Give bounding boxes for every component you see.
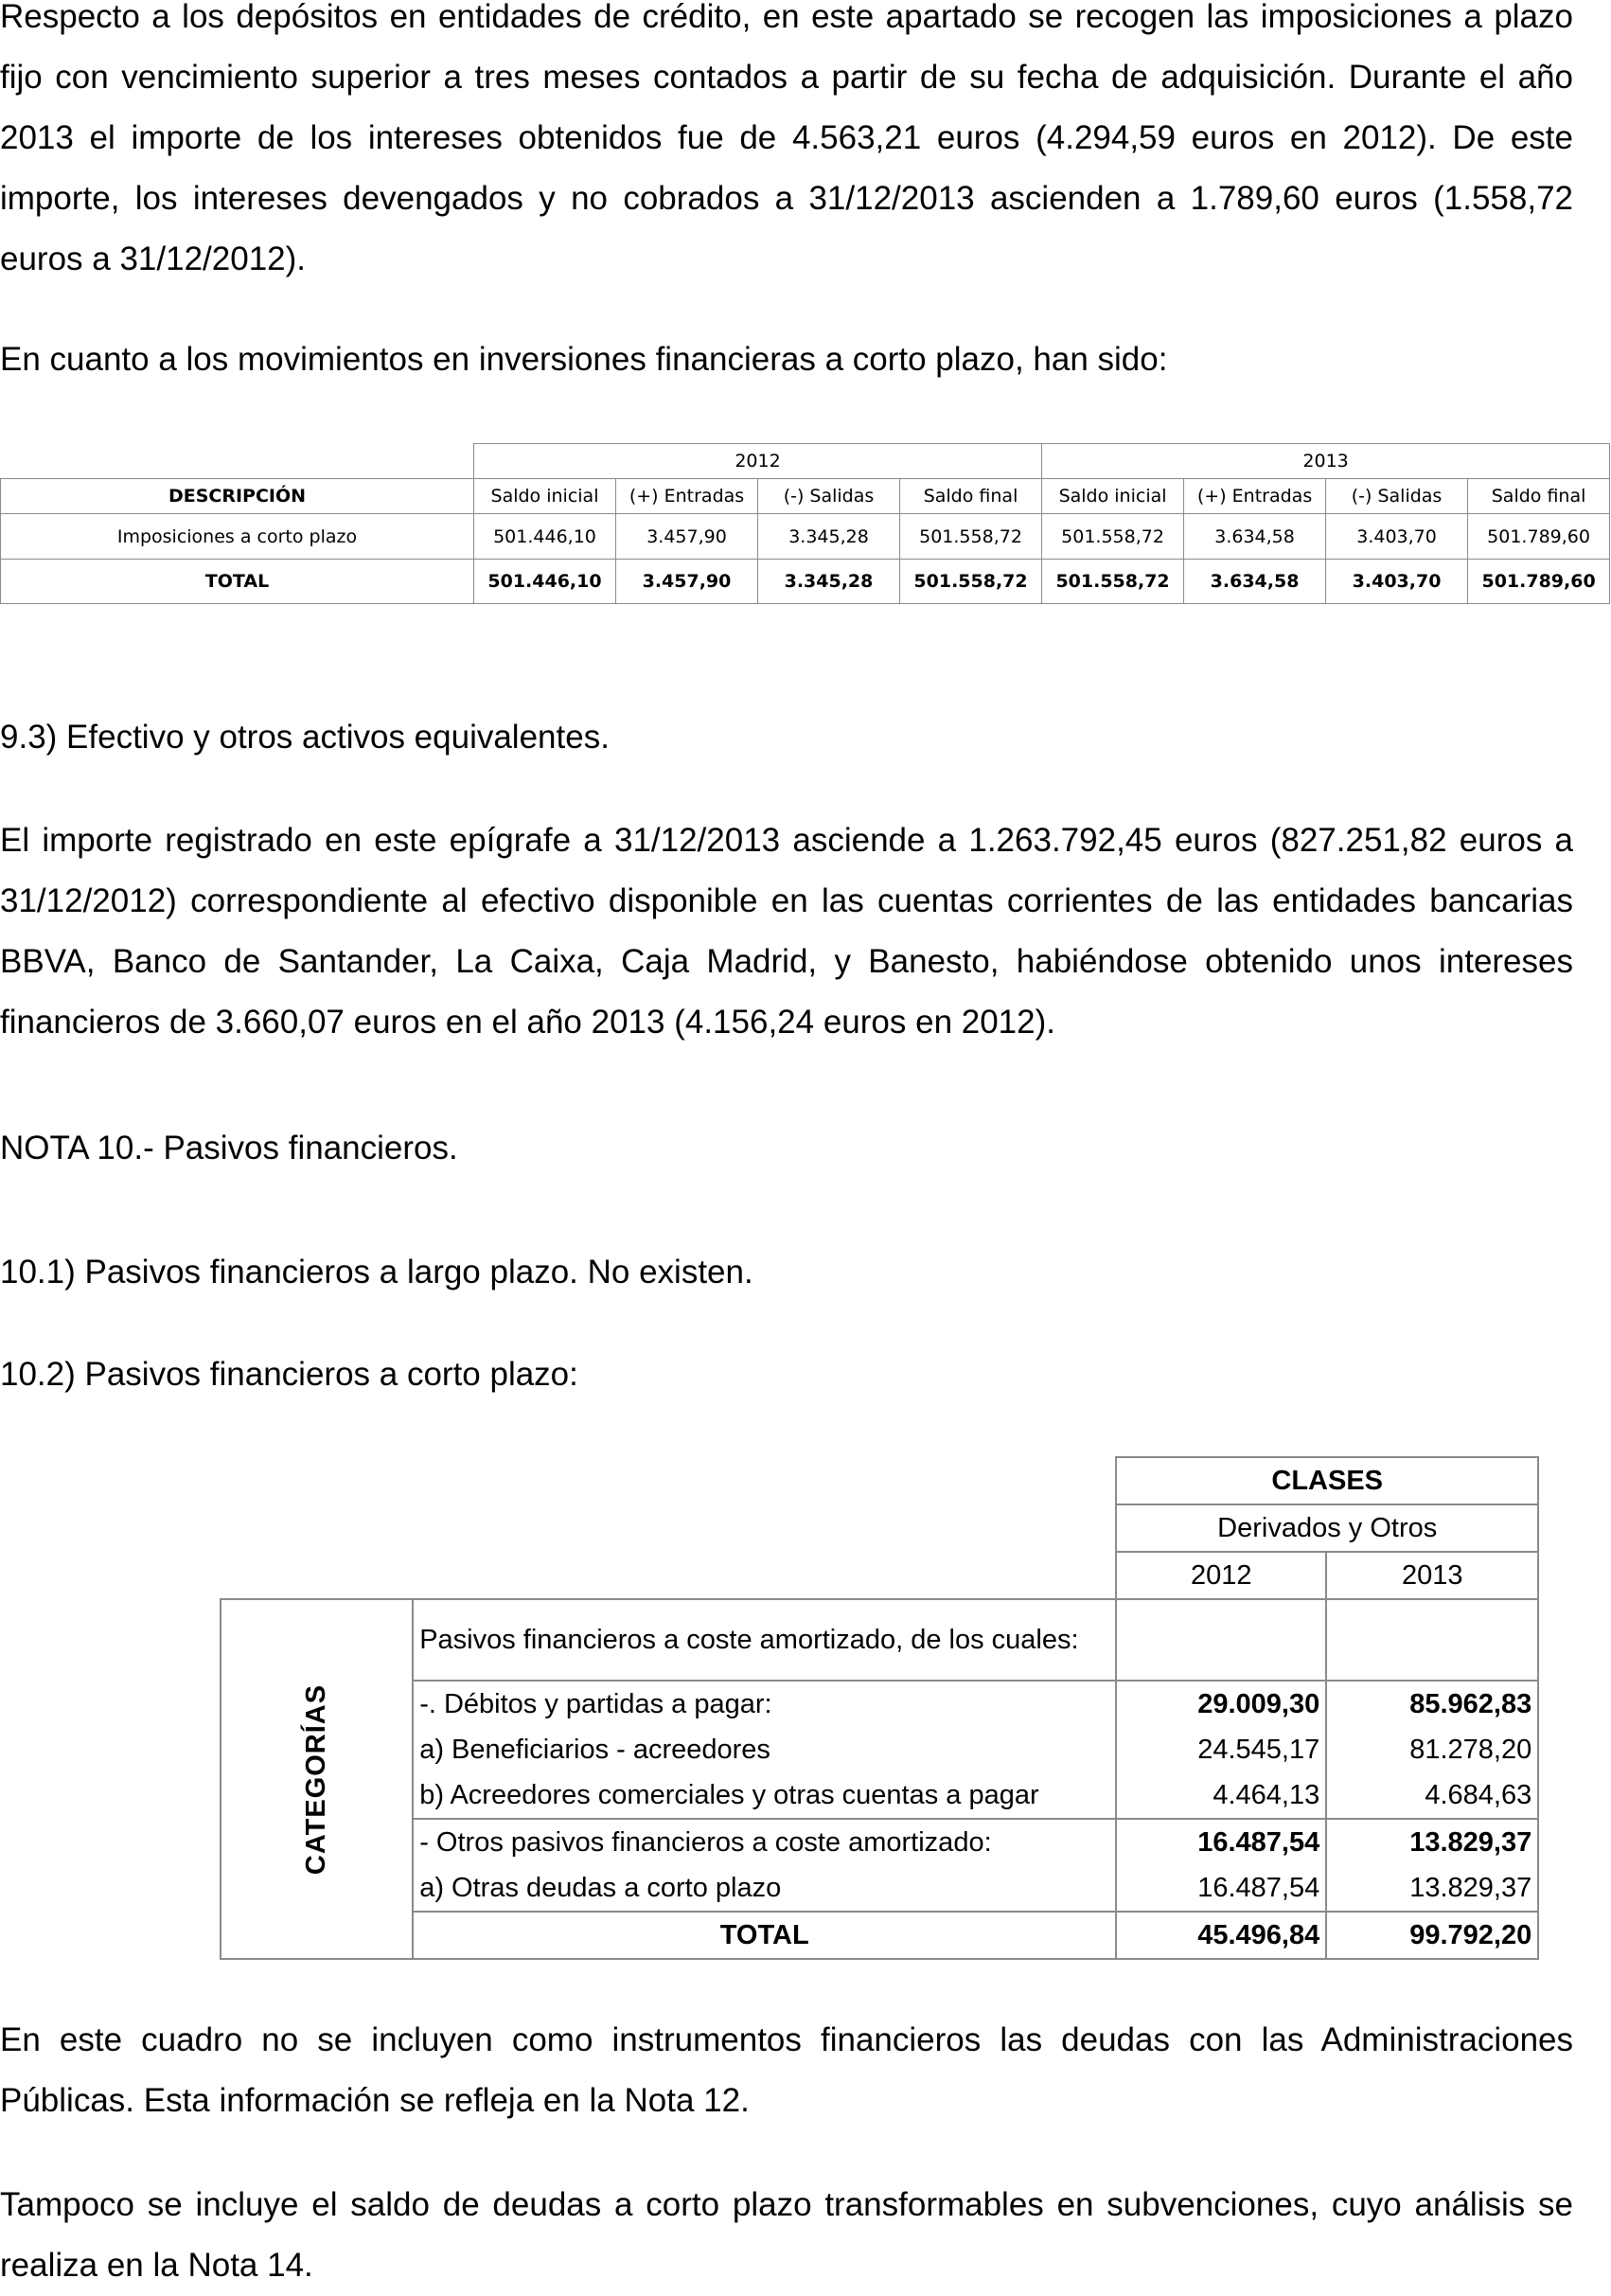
table2-cell: 16.487,54 (1116, 1865, 1326, 1912)
table2-cell (1326, 1599, 1538, 1681)
table2-cell: 4.684,63 (1326, 1772, 1538, 1819)
table2-row-label: a) Otras deudas a corto plazo (413, 1865, 1116, 1912)
table2-blank (221, 1504, 1116, 1552)
table1-cell: 3.634,58 (1184, 560, 1326, 604)
table1-cell: 501.446,10 (474, 560, 616, 604)
table1-cell: 3.457,90 (616, 514, 758, 560)
table-row (1, 514, 1610, 560)
table2-cell: 24.545,17 (1116, 1727, 1326, 1772)
table2-row-label: -. Débitos y partidas a pagar: (413, 1681, 1116, 1727)
table1-row-label: Imposiciones a corto plazo (1, 514, 474, 560)
table1-col-header: (-) Salidas (758, 479, 900, 514)
short-term-investments-table (0, 443, 1610, 604)
table-row (221, 1681, 1538, 1727)
table1-cell: 501.558,72 (900, 514, 1042, 560)
table2-cell: 45.496,84 (1116, 1912, 1326, 1959)
table1-cell: 3.345,28 (758, 560, 900, 604)
table1-cell: 3.457,90 (616, 560, 758, 604)
paragraph-deposits: Respecto a los depósitos en entidades de crédito, en este apartado se recogen las imposiciones a plazo fijo con vencimiento superior a tres meses contados a partir de su fecha de adquisición. Durante el año 2013 el importe de los intereses obtenidos fue de 4.563,21 euros (4.294,59 euros en 2012). De este importe, los intereses devengados y no cobrados a 31/12/2013 ascienden a 1.789,60 euros (1.558,72 euros a 31/12/2012). (0, 0, 1573, 277)
table-row (221, 1912, 1538, 1959)
table1-col-header: Saldo inicial (1042, 479, 1184, 514)
table1-cell: 501.789,60 (1468, 560, 1610, 604)
financial-liabilities-table (220, 1456, 1539, 1960)
table2-cell: 81.278,20 (1326, 1727, 1538, 1772)
paragraph-cash: El importe registrado en este epígrafe a 31/12/2013 asciende a 1.263.792,45 euros (827.251,82 euros a 31/12/2012) correspondiente al efectivo disponible en las cuentas corrientes de las entidades bancarias BBVA, Banco de Santander, La Caixa, Caja Madrid, y Banesto, habiéndose obtenido unos intereses financieros de 3.660,07 euros en el año 2013 (4.156,24 euros en 2012). (0, 822, 1573, 1041)
table1-cell: 501.558,72 (1042, 514, 1184, 560)
table1-cell: 501.446,10 (474, 514, 616, 560)
table1-col-header: (+) Entradas (616, 479, 758, 514)
note-10-heading: NOTA 10.- Pasivos financieros. (0, 1130, 458, 1166)
table-row (221, 1819, 1538, 1865)
table1-cell: 3.403,70 (1326, 560, 1468, 604)
table2-blank (221, 1552, 1116, 1599)
table1-cell: 501.558,72 (1042, 560, 1184, 604)
table2-cell (1116, 1599, 1326, 1681)
table1-blank-corner (1, 444, 474, 479)
table1-cell: 3.345,28 (758, 514, 900, 560)
paragraph-movements-intro: En cuanto a los movimientos en inversiones financieras a corto plazo, han sido: (0, 341, 1168, 378)
table1-year-2012: 2012 (474, 444, 1042, 479)
table1-cell: 501.789,60 (1468, 514, 1610, 560)
table2-categories-label: CATEGORÍAS (221, 1599, 413, 1959)
table-row (221, 1772, 1538, 1819)
table-row (221, 1865, 1538, 1912)
table-row (221, 1599, 1538, 1681)
section-heading-9-3: 9.3) Efectivo y otros activos equivalentes. (0, 719, 610, 756)
table1-cell: 501.558,72 (900, 560, 1042, 604)
table2-cell: 13.829,37 (1326, 1819, 1538, 1865)
table2-year-2012: 2012 (1116, 1552, 1326, 1599)
table1-year-2013: 2013 (1042, 444, 1610, 479)
table2-row-label: a) Beneficiarios - acreedores (413, 1727, 1116, 1772)
table2-row-label: Pasivos financieros a coste amortizado, de los cuales: (413, 1599, 1116, 1681)
paragraph-exclusion-subsidies: Tampoco se incluye el saldo de deudas a corto plazo transformables en subvenciones, cuyo análisis se realiza en la Nota 14. (0, 2186, 1573, 2284)
table2-row-label: b) Acreedores comerciales y otras cuentas a pagar (413, 1772, 1116, 1819)
table2-blank (221, 1457, 1116, 1504)
table1-cell: 3.403,70 (1326, 514, 1468, 560)
section-heading-10-1: 10.1) Pasivos financieros a largo plazo. No existen. (0, 1254, 753, 1290)
table2-total-label: TOTAL (413, 1912, 1116, 1959)
table2-cell: 85.962,83 (1326, 1681, 1538, 1727)
table1-description-header: DESCRIPCIÓN (1, 479, 474, 514)
table1-col-header: (+) Entradas (1184, 479, 1326, 514)
table2-clases-header: CLASES (1116, 1457, 1538, 1504)
table1-total-label: TOTAL (1, 560, 474, 604)
table2-cell: 99.792,20 (1326, 1912, 1538, 1959)
table2-cell: 4.464,13 (1116, 1772, 1326, 1819)
paragraph-exclusion-admin: En este cuadro no se incluyen como instrumentos financieros las deudas con las Administraciones Públicas. Esta información se refleja en la Nota 12. (0, 2021, 1573, 2119)
table-row (221, 1727, 1538, 1772)
table2-subclass-header: Derivados y Otros (1116, 1504, 1538, 1552)
table1-col-header: (-) Salidas (1326, 479, 1468, 514)
table1-cell: 3.634,58 (1184, 514, 1326, 560)
table1-col-header: Saldo final (1468, 479, 1610, 514)
table1-col-header: Saldo inicial (474, 479, 616, 514)
table2-cell: 13.829,37 (1326, 1865, 1538, 1912)
table2-cell: 29.009,30 (1116, 1681, 1326, 1727)
table2-cell: 16.487,54 (1116, 1819, 1326, 1865)
table2-year-2013: 2013 (1326, 1552, 1538, 1599)
table2-row-label: - Otros pasivos financieros a coste amortizado: (413, 1819, 1116, 1865)
table1-col-header: Saldo final (900, 479, 1042, 514)
table-row (1, 560, 1610, 604)
section-heading-10-2: 10.2) Pasivos financieros a corto plazo: (0, 1356, 578, 1393)
